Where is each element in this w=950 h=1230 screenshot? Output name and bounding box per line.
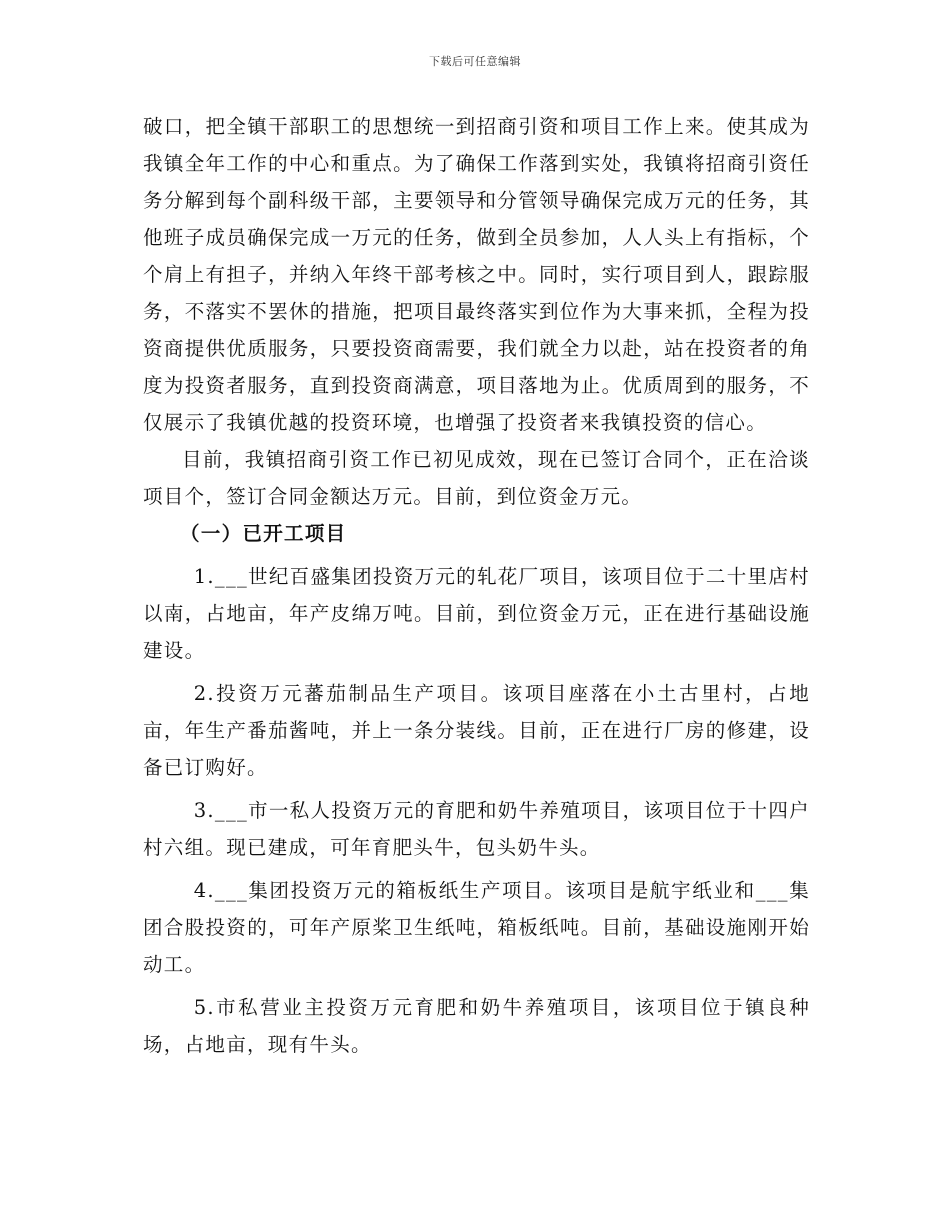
paragraph-results: 目前，我镇招商引资工作已初见成效，现在已签订合同个，正在洽谈项目个，签订合同金额达万元。目前，到位资金万元。 xyxy=(143,448,810,508)
section-heading: （一）已开工项目 xyxy=(180,522,347,545)
project-item-2: 2.投资万元蕃茄制品生产项目。该项目座落在小土古里村，占地亩，年生产番茄酱吨，并上一条分装线。目前，正在进行厂房的修建，设备已订购好。 xyxy=(143,682,810,779)
project-item-3: 3.___市一私人投资万元的育肥和奶牛养殖项目，该项目位于十四户村六组。现已建成，可年育肥头牛，包头奶牛头。 xyxy=(143,799,810,859)
project-item-4: 4.___集团投资万元的箱板纸生产项目。该项目是航宇纸业和___集团合股投资的，可年产原桨卫生纸吨，箱板纸吨。目前，基础设施刚开始动工。 xyxy=(143,879,810,976)
paragraph-recruitment: 破口，把全镇干部职工的思想统一到招商引资和项目工作上来。使其成为我镇全年工作的中心和重点。为了确保工作落到实处，我镇将招商引资任务分解到每个副科级干部，主要领导和分管领导确保完成万元的任务，其他班子成员确保完成一万元的任务，做到全员参加，人人头上有指标，个个肩上有担子，并纳入年终干部考核之中。同时，实行项目到人，跟踪服务，不落实不罢休的措施，把项目最终落实到位作为大事来抓，全程为投资商提供优质服务，只要投资商需要，我们就全力以赴，站在投资者的角度为投资者服务，直到投资商满意，项目落地为止。优质周到的服务，不仅展示了我镇优越的投资环境，也增强了投资者来我镇投资的信心。 xyxy=(143,115,810,434)
page-header: 下载后可任意编辑 xyxy=(429,55,521,68)
project-item-5: 5.市私营业主投资万元育肥和奶牛养殖项目，该项目位于镇良种场，占地亩，现有牛头。 xyxy=(143,996,810,1056)
project-item-1: 1.___世纪百盛集团投资万元的轧花厂项目，该项目位于二十里店村以南，占地亩，年产皮绵万吨。目前，到位资金万元，正在进行基础设施建设。 xyxy=(143,565,810,662)
document-body xyxy=(143,108,810,1063)
